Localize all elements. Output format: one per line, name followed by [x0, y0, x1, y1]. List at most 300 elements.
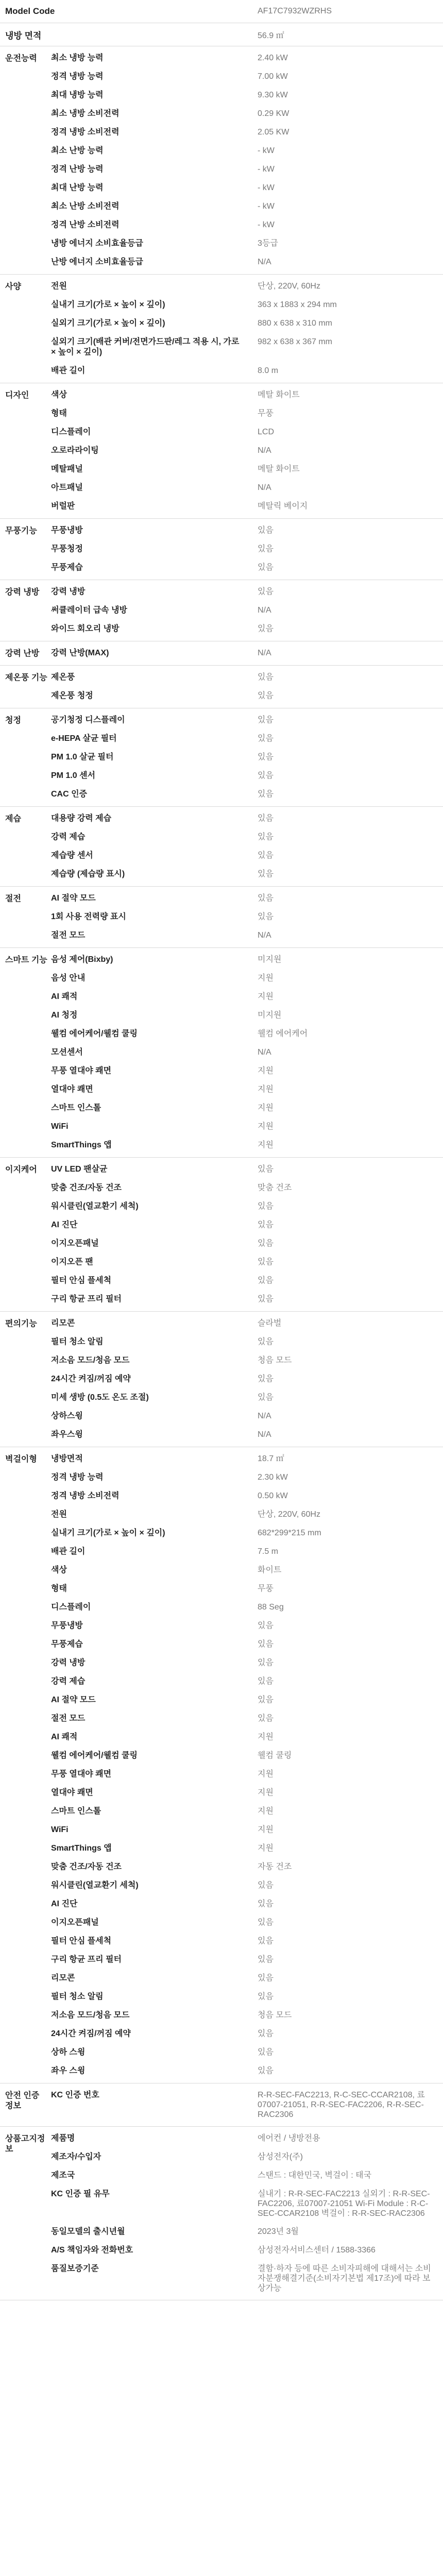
spec-label: 강력 제습 [51, 833, 86, 841]
section-rows [47, 277, 443, 380]
spec-row [47, 1099, 443, 1117]
spec-label: 최대 냉방 능력 [51, 91, 104, 99]
spec-value: 맞춤 건조 [258, 1183, 292, 1192]
spec-value: 청음 모드 [258, 2011, 292, 2020]
spec-label: 아트패널 [51, 483, 83, 492]
spec-value: 있음 [258, 2066, 274, 2075]
section-category: 제습 [5, 815, 21, 823]
spec-value: - kW [258, 146, 275, 155]
spec-value: N/A [258, 1412, 271, 1420]
spec-label: 공기청정 디스플레이 [51, 716, 125, 724]
spec-row [47, 49, 443, 67]
spec-row [47, 1932, 443, 1951]
spec-row [47, 785, 443, 804]
spec-value: 있음 [258, 1276, 274, 1285]
section-rows [47, 809, 443, 884]
spec-value: N/A [258, 258, 271, 266]
spec-value: 3등급 [258, 239, 278, 248]
spec-row [47, 67, 443, 86]
section-category: 디자인 [5, 391, 29, 400]
spec-section [0, 2127, 443, 2300]
spec-section [0, 641, 443, 666]
spec-row [47, 1043, 443, 1062]
spec-row [47, 1505, 443, 1524]
spec-value: 지원 [258, 1807, 274, 1816]
section-rows [47, 2129, 443, 2297]
spec-value: R-R-SEC-FAC2213, R-C-SEC-CCAR2108, 료07007-21051, R-R-SEC-FAC2206, R-R-SEC-RAC2306 [258, 2091, 425, 2119]
spec-label: 강력 냉방 [51, 587, 86, 596]
spec-row [47, 1253, 443, 1272]
spec-row [47, 197, 443, 216]
spec-row [47, 142, 443, 160]
cooling-area-row [0, 23, 443, 46]
spec-row [47, 2148, 443, 2166]
spec-row [47, 1969, 443, 1988]
spec-row [47, 86, 443, 105]
spec-value: 2023년 3월 [258, 2227, 299, 2236]
spec-label: 제온풍 청정 [51, 691, 93, 700]
spec-label: 리모콘 [51, 1974, 75, 1982]
spec-label: 배관 길이 [51, 1547, 86, 1556]
section-rows [47, 644, 443, 663]
spec-value: 지원 [258, 1122, 274, 1131]
spec-label: 대용량 강력 제습 [51, 814, 112, 823]
spec-label: 최소 난방 능력 [51, 146, 104, 155]
spec-value: 있음 [258, 771, 274, 780]
spec-value: 있음 [258, 1696, 274, 1704]
spec-value: 있음 [258, 1165, 274, 1174]
spec-row [47, 1136, 443, 1155]
spec-value: 2.30 kW [258, 1473, 288, 1482]
spec-label: 스마트 인스톨 [51, 1807, 101, 1816]
spec-value: 있음 [258, 1955, 274, 1964]
spec-value: 7.00 kW [258, 72, 288, 81]
spec-value: 단상, 220V, 60Hz [258, 282, 320, 291]
spec-label: AI 진단 [51, 1221, 78, 1229]
spec-row [47, 969, 443, 988]
spec-value: 있음 [258, 2048, 274, 2057]
spec-label: 웰컴 에어케어/웰컴 쿨링 [51, 1029, 138, 1038]
spec-value: 지원 [258, 992, 274, 1001]
spec-label: 제습량 센서 [51, 851, 93, 860]
spec-label: A/S 책임자와 전화번호 [51, 2246, 133, 2255]
spec-row [47, 1691, 443, 1709]
section-rows [47, 521, 443, 577]
spec-label: 전원 [51, 1510, 67, 1519]
spec-section [0, 1312, 443, 1447]
section-category: 청정 [5, 716, 21, 725]
spec-section [0, 887, 443, 948]
spec-row [47, 2086, 443, 2124]
spec-label: 음성 제어(Bixby) [51, 955, 113, 964]
spec-row [47, 1858, 443, 1876]
section-category: 강력 난방 [5, 649, 40, 658]
spec-row [47, 1062, 443, 1080]
spec-value: 삼성전자(주) [258, 2153, 303, 2161]
spec-row [47, 2006, 443, 2025]
spec-row [47, 442, 443, 460]
section-category: 운전능력 [5, 54, 37, 63]
spec-label: 동일모델의 출시년월 [51, 2227, 125, 2236]
spec-value: N/A [258, 649, 271, 657]
spec-row [47, 1370, 443, 1388]
spec-label: 음성 안내 [51, 974, 86, 982]
spec-label: 24시간 켜짐/꺼짐 예약 [51, 1375, 131, 1383]
spec-section [0, 383, 443, 519]
spec-label: 필터 청소 알림 [51, 1337, 104, 1346]
spec-label: UV LED 팬살균 [51, 1165, 108, 1174]
spec-row [47, 1747, 443, 1765]
spec-row [47, 1524, 443, 1543]
section-category: 강력 냉방 [5, 588, 40, 597]
spec-row [47, 1951, 443, 1969]
spec-row [47, 540, 443, 558]
spec-value: 메탈 화이트 [258, 465, 300, 473]
spec-value: 있음 [258, 563, 274, 572]
spec-label: 정격 난방 소비전력 [51, 221, 120, 229]
spec-value: N/A [258, 931, 271, 940]
spec-label: 메탈패널 [51, 465, 83, 473]
spec-label: 맞춤 건조/자동 건조 [51, 1183, 122, 1192]
section-rows [47, 386, 443, 516]
spec-row [47, 1988, 443, 2006]
spec-label: e-HEPA 살균 필터 [51, 734, 117, 743]
spec-value: 있음 [258, 753, 274, 761]
spec-row [47, 1407, 443, 1426]
spec-row [47, 1426, 443, 1444]
spec-row [47, 1388, 443, 1407]
spec-value: 있음 [258, 1992, 274, 2001]
spec-label: 최소 난방 소비전력 [51, 202, 120, 211]
spec-row [47, 1821, 443, 1839]
spec-value: 있음 [258, 1658, 274, 1667]
spec-row [47, 479, 443, 497]
spec-label: 좌우 스윙 [51, 2066, 86, 2075]
spec-value: 지원 [258, 1085, 274, 1094]
spec-row [47, 1080, 443, 1099]
spec-value: 있음 [258, 1202, 274, 1211]
spec-label: 절전 모드 [51, 931, 86, 940]
spec-value: 있음 [258, 851, 274, 860]
spec-label: 맞춤 건조/자동 건조 [51, 1862, 122, 1871]
spec-value: 682*299*215 mm [258, 1529, 321, 1537]
spec-label: 필터 안심 플세척 [51, 1937, 112, 1945]
spec-value: 있음 [258, 1677, 274, 1686]
spec-value: 있음 [258, 833, 274, 841]
spec-section [0, 1158, 443, 1312]
spec-row [47, 253, 443, 272]
section-category: 사양 [5, 282, 21, 291]
spec-row [47, 730, 443, 748]
spec-row [47, 1450, 443, 1468]
spec-row [47, 160, 443, 179]
spec-value: 7.5 m [258, 1547, 279, 1556]
spec-label: 리모콘 [51, 1319, 75, 1328]
spec-label: 무풍냉방 [51, 526, 83, 535]
spec-value: 있음 [258, 1918, 274, 1927]
spec-label: 품질보증기준 [51, 2264, 99, 2273]
spec-value: 있음 [258, 734, 274, 743]
section-category: 편의기능 [5, 1319, 37, 1328]
spec-row [47, 1876, 443, 1895]
spec-row [47, 668, 443, 687]
spec-row [47, 1333, 443, 1351]
model-code-row [0, 0, 443, 23]
spec-label: 와이드 회오리 냉방 [51, 624, 120, 633]
spec-section [0, 519, 443, 580]
spec-row [47, 1543, 443, 1561]
spec-value: 지원 [258, 974, 274, 982]
spec-section [0, 2083, 443, 2127]
spec-row [47, 2260, 443, 2297]
spec-value: 미지원 [258, 1011, 282, 1020]
spec-value: 있음 [258, 2029, 274, 2038]
spec-row [47, 460, 443, 479]
spec-value: N/A [258, 606, 271, 615]
spec-value: - kW [258, 183, 275, 192]
spec-label: 실내기 크기(가로 × 높이 × 깊이) [51, 300, 165, 309]
spec-row [47, 234, 443, 253]
spec-row [47, 1617, 443, 1635]
spec-label: AI 진단 [51, 1900, 78, 1908]
spec-label: 스마트 인스톨 [51, 1104, 101, 1112]
spec-label: 1회 사용 전력량 표시 [51, 912, 126, 921]
spec-row [47, 1197, 443, 1216]
spec-row [47, 404, 443, 423]
spec-row [47, 1784, 443, 1802]
spec-section [0, 580, 443, 641]
spec-row [47, 1234, 443, 1253]
spec-value: LCD [258, 428, 275, 436]
spec-label: 냉방 면적 [5, 30, 42, 41]
spec-label: 정격 냉방 소비전력 [51, 128, 120, 137]
spec-value: 있음 [258, 716, 274, 724]
spec-value: 있음 [258, 1337, 274, 1346]
spec-label: CAC 인증 [51, 790, 88, 799]
spec-label: 좌우스윙 [51, 1430, 83, 1439]
spec-label: 정격 냉방 소비전력 [51, 1492, 120, 1500]
spec-row [47, 2223, 443, 2241]
spec-value: 있음 [258, 1295, 274, 1303]
spec-row [47, 1654, 443, 1672]
spec-value: 있음 [258, 1258, 274, 1266]
spec-label: 강력 제습 [51, 1677, 86, 1686]
spec-value: 있음 [258, 870, 274, 878]
spec-label: 무풍제습 [51, 563, 83, 572]
spec-value: 363 x 1883 x 294 mm [258, 300, 337, 309]
spec-label: 워시클린(열교환기 세척) [51, 1881, 139, 1890]
spec-row [47, 386, 443, 404]
spec-value: 0.50 kW [258, 1492, 288, 1500]
spec-label: 구리 항균 프리 필터 [51, 1295, 122, 1303]
spec-row [47, 2185, 443, 2223]
spec-label: WiFi [51, 1825, 69, 1834]
spec-section [0, 275, 443, 383]
spec-value: 있음 [258, 1900, 274, 1908]
spec-value: 있음 [258, 1621, 274, 1630]
spec-value: 무풍 [258, 1584, 274, 1593]
spec-section [0, 807, 443, 887]
spec-value: 9.30 kW [258, 91, 288, 99]
spec-label: 정격 난방 능력 [51, 165, 104, 174]
spec-label: 이지오픈패널 [51, 1239, 99, 1248]
spec-row [47, 1179, 443, 1197]
spec-row [47, 767, 443, 785]
spec-value: 있음 [258, 814, 274, 823]
spec-label: 버럴판 [51, 502, 75, 511]
spec-label: 정격 냉방 능력 [51, 1473, 104, 1482]
spec-value: 있음 [258, 624, 274, 633]
spec-label: 제조자/수입자 [51, 2153, 101, 2161]
spec-row [47, 216, 443, 234]
spec-label: 워시클린(열교환기 세척) [51, 1202, 139, 1211]
spec-label: 제습량 (제습량 표시) [51, 870, 125, 878]
spec-row [47, 1290, 443, 1309]
spec-header-rows [0, 0, 443, 46]
spec-row [47, 846, 443, 865]
section-category: 무풍기능 [5, 527, 37, 535]
spec-value: 결함·하자 등에 따른 소비자피해에 대해서는 소비자분쟁해결기준(소비자기본법 제17조)에 따라 보상가능 [258, 2264, 431, 2293]
spec-value: 있음 [258, 1640, 274, 1649]
spec-row [47, 105, 443, 123]
spec-row [47, 988, 443, 1006]
spec-row [47, 1160, 443, 1179]
spec-label: 웰컴 에어케어/웰컴 쿨링 [51, 1751, 138, 1760]
spec-label: 디스플레이 [51, 428, 91, 436]
spec-label: 오로라라이팅 [51, 446, 99, 455]
section-category: 절전 [5, 894, 21, 903]
section-category: 이지케어 [5, 1165, 37, 1174]
spec-label: SmartThings 앱 [51, 1141, 112, 1149]
spec-label: 상하 스윙 [51, 2048, 86, 2057]
spec-row [47, 277, 443, 296]
spec-row [47, 687, 443, 705]
spec-label: 냉방면적 [51, 1454, 83, 1463]
spec-label: 필터 안심 플세척 [51, 1276, 112, 1285]
spec-value: 0.29 KW [258, 109, 289, 118]
spec-value: 있음 [258, 1221, 274, 1229]
spec-row [47, 2025, 443, 2043]
spec-label: 강력 냉방 [51, 1658, 86, 1667]
spec-label: 무풍냉방 [51, 1621, 83, 1630]
spec-row [47, 1635, 443, 1654]
spec-row [47, 951, 443, 969]
spec-label: AI 절약 모드 [51, 1696, 96, 1704]
spec-row [47, 1487, 443, 1505]
spec-value: AF17C7932WZRHS [258, 7, 332, 15]
spec-label: AI 청정 [51, 1011, 78, 1020]
spec-row [47, 1580, 443, 1598]
spec-row [47, 620, 443, 638]
spec-row [47, 828, 443, 846]
spec-row [47, 2062, 443, 2080]
spec-row [47, 2241, 443, 2260]
section-rows [47, 1314, 443, 1444]
spec-row [47, 1728, 443, 1747]
spec-label: 난방 에너지 소비효율등급 [51, 258, 143, 266]
spec-value: 지원 [258, 1066, 274, 1075]
spec-row [47, 1913, 443, 1932]
spec-value: 단상, 220V, 60Hz [258, 1510, 320, 1519]
spec-label: 색상 [51, 1566, 67, 1574]
spec-label: 구리 항균 프리 필터 [51, 1955, 122, 1964]
spec-label: 저소음 모드/청음 모드 [51, 1356, 130, 1365]
section-rows [47, 1160, 443, 1309]
spec-value: 에어컨 / 냉방전용 [258, 2134, 320, 2143]
spec-value: 슬라벌 [258, 1319, 282, 1328]
spec-value: 무풍 [258, 409, 274, 418]
spec-label: AI 쾌적 [51, 992, 78, 1001]
spec-label: 저소음 모드/청음 모드 [51, 2011, 130, 2020]
spec-row [47, 2129, 443, 2148]
spec-row [47, 1765, 443, 1784]
spec-row [47, 2166, 443, 2185]
spec-label: KC 인증 번호 [51, 2091, 99, 2099]
spec-value: 메탈릭 베이지 [258, 502, 308, 511]
spec-label: KC 인증 필 유무 [51, 2190, 110, 2198]
spec-label: 무풍 열대야 쾌면 [51, 1770, 112, 1778]
spec-row [47, 333, 443, 362]
spec-value: 있음 [258, 673, 274, 682]
spec-value: 56.9 ㎡ [258, 31, 284, 40]
section-category: 상품고지정보 [5, 2134, 45, 2154]
spec-row [47, 1672, 443, 1691]
spec-value: 88 Seg [258, 1603, 284, 1612]
spec-row [47, 1802, 443, 1821]
spec-row [47, 1351, 443, 1370]
spec-label: 열대야 쾌면 [51, 1085, 93, 1094]
spec-label: AI 절약 모드 [51, 894, 96, 903]
spec-label: WiFi [51, 1122, 69, 1131]
spec-label: 디스플레이 [51, 1603, 91, 1612]
spec-row [47, 123, 443, 142]
spec-label: 이지오픈패널 [51, 1918, 99, 1927]
spec-row [47, 1025, 443, 1043]
spec-row [47, 521, 443, 540]
spec-value: 지원 [258, 1141, 274, 1149]
spec-label: 열대야 쾌면 [51, 1788, 93, 1797]
spec-row [47, 1598, 443, 1617]
spec-value: - kW [258, 202, 275, 211]
spec-value: - kW [258, 165, 275, 174]
section-rows [47, 2086, 443, 2124]
spec-value: 8.0 m [258, 366, 279, 375]
spec-row [47, 1839, 443, 1858]
spec-section [0, 46, 443, 275]
spec-row [47, 2043, 443, 2062]
section-category: 안전 인증 정보 [5, 2091, 40, 2110]
spec-row [47, 1272, 443, 1290]
spec-value: N/A [258, 446, 271, 455]
spec-label: 무풍청정 [51, 545, 83, 553]
section-rows [47, 583, 443, 638]
spec-label: 최소 냉방 능력 [51, 54, 104, 62]
spec-value: N/A [258, 1430, 271, 1439]
spec-row [47, 908, 443, 926]
spec-value: 있음 [258, 1714, 274, 1723]
spec-value: 있음 [258, 691, 274, 700]
spec-row [47, 1314, 443, 1333]
spec-value: 청음 모드 [258, 1356, 292, 1365]
spec-row [47, 1006, 443, 1025]
spec-row [47, 558, 443, 577]
spec-value: 있음 [258, 1974, 274, 1982]
spec-value: N/A [258, 1048, 271, 1057]
section-category: 벽걸이형 [5, 1455, 37, 1464]
spec-label: 냉방 에너지 소비효율등급 [51, 239, 143, 248]
spec-label: 형태 [51, 1584, 67, 1593]
spec-value: 2.05 KW [258, 128, 289, 137]
